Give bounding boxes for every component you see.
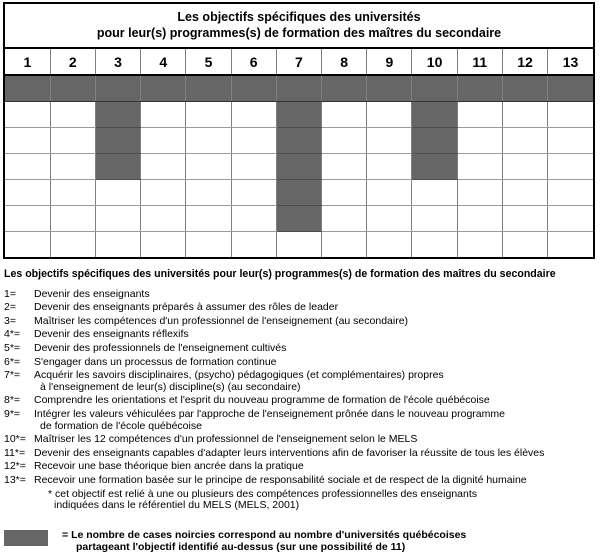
matrix-cell-empty-9-2 [367,102,412,128]
matrix-cell-empty-13-7 [548,232,593,258]
legend-item-number: 9*= [4,407,21,420]
legend-item-text [34,395,596,407]
asterisk-footnote [4,489,596,512]
matrix-row [5,128,593,154]
gray-swatch-icon [4,530,48,546]
matrix-cell-empty-10-6 [412,206,457,232]
matrix-cell-empty-12-7 [502,232,547,258]
legend-item-number: 10*= [4,433,26,446]
matrix-cell-empty-2-4 [50,154,95,180]
matrix-cell-empty-2-5 [50,180,95,206]
matrix-cell-empty-2-2 [50,102,95,128]
matrix-cell-empty-1-5 [5,180,50,206]
legend-item-text-line-1: Recevoir une formation basée sur le principe de responsabilité sociale et de respect de la dignité humaine [34,473,527,486]
column-header-2: 2 [50,49,95,75]
legend-item [4,409,596,432]
matrix-cell-empty-12-5 [502,180,547,206]
matrix-cell-empty-3-5 [95,180,140,206]
matrix-cell-empty-3-7 [95,232,140,258]
legend-item-number: 7*= [4,369,21,382]
legend-item-text-line-1: Comprendre les orientations et l'esprit du nouveau programme de formation de l'école québécoise [34,394,490,407]
matrix-cell-empty-1-7 [5,232,50,258]
legend-item-number: 8*= [4,394,21,407]
matrix-cell-empty-11-6 [457,206,502,232]
matrix-body [5,75,593,257]
matrix-cell-empty-11-3 [457,128,502,154]
matrix-cell-filled-12-1 [502,75,547,102]
legend-item [4,316,596,328]
matrix-cell-empty-12-4 [502,154,547,180]
matrix-cell-filled-10-4 [412,154,457,180]
matrix-cell-empty-8-5 [322,180,367,206]
matrix-row [5,75,593,102]
legend-item-number: 6*= [4,355,21,368]
matrix-cell-empty-6-7 [231,232,276,258]
legend-item-text [34,409,596,432]
matrix-cell-empty-6-5 [231,180,276,206]
footnote-line-2: indiquées dans le référentiel du MELS (MELS, 2001) [54,499,300,512]
legend-item-text-line-1: Acquérir les savoirs disciplinaires, (psycho) pédagogiques (et complémentaires) propres [34,369,444,382]
legend-item-text [34,329,596,341]
swatch-key-text [62,529,466,554]
matrix-cell-empty-12-3 [502,128,547,154]
matrix-cell-filled-10-1 [412,75,457,102]
legend-item-text [34,448,596,460]
swatch-equals-sign: = [62,529,69,541]
legend-item-number: 3= [4,314,16,327]
matrix-cell-empty-11-7 [457,232,502,258]
legend-item [4,448,596,460]
matrix-cell-empty-5-7 [186,232,231,258]
legend-heading: Les objectifs spécifiques des universités pour leur(s) programmes(s) de formation des maîtres du secondaire [4,268,556,280]
legend-item-text-line-2: de formation de l'école québécoise [40,419,202,432]
matrix-cell-filled-10-3 [412,128,457,154]
matrix-cell-empty-1-3 [5,128,50,154]
matrix-cell-empty-4-3 [141,128,186,154]
matrix-cell-filled-2-1 [50,75,95,102]
legend-item-number: 13*= [4,473,26,486]
legend-item [4,289,596,301]
legend-item [4,343,596,355]
matrix-cell-filled-10-2 [412,102,457,128]
legend-item-text [34,475,596,487]
legend-item-number: 2= [4,301,16,314]
legend-item-number: 1= [4,287,16,300]
matrix-cell-empty-13-4 [548,154,593,180]
matrix-row [5,232,593,258]
matrix-cell-empty-5-5 [186,180,231,206]
matrix-cell-empty-9-4 [367,154,412,180]
column-header-3: 3 [95,49,140,75]
legend-item-text [34,302,596,314]
matrix-cell-empty-13-3 [548,128,593,154]
legend-item-text-line-1: Devenir des enseignants réflexifs [34,328,189,341]
matrix-cell-empty-1-2 [5,102,50,128]
matrix-cell-empty-6-4 [231,154,276,180]
legend-item-list [4,289,596,487]
matrix-cell-empty-8-4 [322,154,367,180]
matrix-cell-empty-7-7 [276,232,321,258]
column-header-11: 11 [457,49,502,75]
matrix-cell-empty-2-6 [50,206,95,232]
matrix-cell-filled-3-1 [95,75,140,102]
matrix-cell-empty-8-3 [322,128,367,154]
matrix-cell-filled-9-1 [367,75,412,102]
matrix-cell-empty-8-7 [322,232,367,258]
matrix-cell-empty-4-4 [141,154,186,180]
matrix-cell-filled-5-1 [186,75,231,102]
legend-item [4,370,596,393]
matrix-cell-empty-3-6 [95,206,140,232]
matrix-cell-filled-3-4 [95,154,140,180]
matrix-cell-empty-11-2 [457,102,502,128]
matrix-cell-filled-8-1 [322,75,367,102]
legend-item [4,357,596,369]
legend-item-number: 12*= [4,460,26,473]
legend-item [4,302,596,314]
column-header-13: 13 [548,49,593,75]
legend-item-text-line-1: Devenir des enseignants capables d'adapter leurs interventions afin de favoriser la réussite de tous les élèves [34,446,545,459]
matrix-cell-empty-8-6 [322,206,367,232]
matrix-cell-empty-4-6 [141,206,186,232]
matrix-cell-empty-6-6 [231,206,276,232]
matrix-cell-empty-13-2 [548,102,593,128]
matrix-cell-empty-9-3 [367,128,412,154]
legend-item [4,329,596,341]
legend-item [4,395,596,407]
table-title-line-1: Les objectifs spécifiques des universités [177,10,421,24]
column-header-6: 6 [231,49,276,75]
legend-block [4,269,596,512]
legend-item-text [34,343,596,355]
matrix-cell-filled-7-4 [276,154,321,180]
matrix-cell-filled-6-1 [231,75,276,102]
matrix-cell-empty-9-6 [367,206,412,232]
matrix-cell-empty-5-6 [186,206,231,232]
column-header-row [5,49,593,75]
matrix-cell-empty-9-5 [367,180,412,206]
matrix-cell-empty-4-5 [141,180,186,206]
legend-item-text [34,370,596,393]
table-title [5,4,593,49]
legend-item-text-line-1: Recevoir une base théorique bien ancrée dans la pratique [34,460,304,473]
matrix-cell-empty-5-2 [186,102,231,128]
legend-item-text-line-1: Devenir des professionnels de l'enseignement cultivés [34,341,287,354]
matrix-cell-filled-7-6 [276,206,321,232]
matrix-cell-filled-3-2 [95,102,140,128]
legend-item [4,475,596,487]
legend-item-text [34,357,596,369]
matrix-cell-empty-10-7 [412,232,457,258]
matrix-cell-empty-11-4 [457,154,502,180]
matrix-cell-empty-4-7 [141,232,186,258]
matrix-cell-filled-13-1 [548,75,593,102]
column-header-9: 9 [367,49,412,75]
fill-swatch-key [4,529,596,554]
matrix-cell-filled-1-1 [5,75,50,102]
matrix-cell-empty-5-3 [186,128,231,154]
legend-item-text-line-1: Maîtriser les 12 compétences d'un professionnel de l'enseignement selon le MELS [34,433,418,446]
matrix-cell-empty-2-3 [50,128,95,154]
column-header-7: 7 [276,49,321,75]
column-header-12: 12 [502,49,547,75]
legend-item-text-line-1: Maîtriser les compétences d'un professionnel de l'enseignement (au secondaire) [34,314,409,327]
matrix-cell-empty-8-2 [322,102,367,128]
legend-item-text-line-1: Devenir des enseignants [34,287,150,300]
matrix-cell-empty-12-6 [502,206,547,232]
matrix-cell-empty-2-7 [50,232,95,258]
legend-item-text [34,461,596,473]
swatch-key-line-1: Le nombre de cases noircies correspond au nombre d'universités québécoises [71,529,467,541]
matrix-cell-filled-7-5 [276,180,321,206]
legend-item-text [34,289,596,301]
matrix-cell-empty-13-6 [548,206,593,232]
matrix-cell-empty-1-6 [5,206,50,232]
legend-item-text [34,434,596,446]
matrix-row [5,102,593,128]
objectives-matrix-table [3,2,595,259]
matrix-cell-empty-9-7 [367,232,412,258]
matrix-cell-empty-4-2 [141,102,186,128]
legend-item [4,461,596,473]
matrix-cell-empty-6-2 [231,102,276,128]
matrix-cell-filled-3-3 [95,128,140,154]
legend-item-text-line-1: Devenir des enseignants préparés à assumer des rôles de leader [34,301,339,314]
column-header-4: 4 [141,49,186,75]
matrix-cell-filled-7-2 [276,102,321,128]
matrix-cell-empty-6-3 [231,128,276,154]
matrix-row [5,154,593,180]
column-header-5: 5 [186,49,231,75]
matrix-cell-filled-7-1 [276,75,321,102]
matrix-cell-empty-12-2 [502,102,547,128]
legend-item [4,434,596,446]
matrix-cell-empty-13-5 [548,180,593,206]
legend-item-number: 4*= [4,328,21,341]
matrix-grid [5,49,593,257]
legend-item-text-line-1: Intégrer les valeurs véhiculées par l'approche de l'enseignement prônée dans le nouveau programme [34,407,505,420]
column-header-1: 1 [5,49,50,75]
legend-item-text-line-1: S'engager dans un processus de formation continue [34,355,277,368]
column-header-8: 8 [322,49,367,75]
matrix-cell-filled-7-3 [276,128,321,154]
matrix-row [5,206,593,232]
matrix-cell-filled-11-1 [457,75,502,102]
legend-item-text [34,316,596,328]
legend-item-number: 11*= [4,446,26,459]
matrix-cell-empty-1-4 [5,154,50,180]
matrix-cell-filled-4-1 [141,75,186,102]
column-header-10: 10 [412,49,457,75]
legend-item-number: 5*= [4,341,21,354]
matrix-cell-empty-11-5 [457,180,502,206]
legend-item-text-line-2: à l'enseignement de leur(s) discipline(s) (au secondaire) [40,380,301,393]
swatch-key-line-2: partageant l'objectif identifié au-dessus (sur une possibilité de 11) [76,541,406,554]
matrix-row [5,180,593,206]
footnote-line-1: * cet objectif est relié à une ou plusieurs des compétences professionnelles des enseignants [48,487,478,500]
matrix-cell-empty-5-4 [186,154,231,180]
matrix-cell-empty-10-5 [412,180,457,206]
table-title-line-2: pour leur(s) programmes(s) de formation des maîtres du secondaire [96,26,502,40]
